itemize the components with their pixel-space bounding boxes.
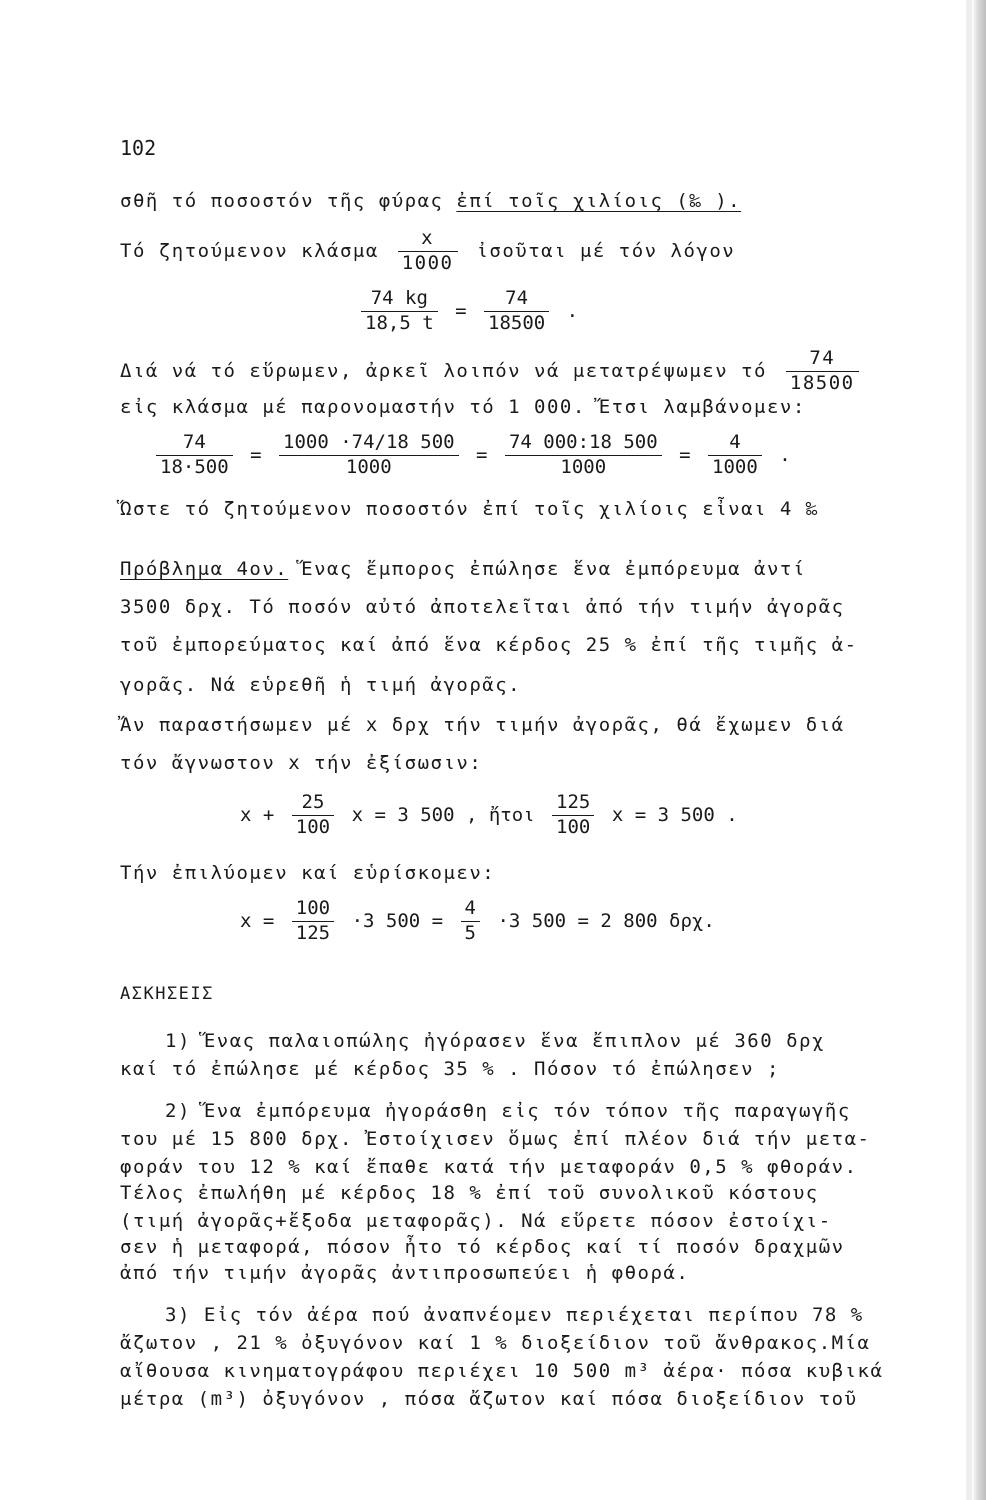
text-fragment: Διά νά τό εὕρωμεν, ἀρκεῖ λοιπόν νά μετατρέψωμεν τό: [120, 359, 767, 382]
text-line: καί τό ἐπώλησε μέ κέρδος 35 % . Πόσον τό ἐπώλησεν ;: [120, 1058, 780, 1080]
page-number: 102: [120, 136, 157, 160]
fraction: [398, 228, 458, 275]
numerator: x: [398, 228, 458, 252]
equals-sign: =: [250, 443, 262, 466]
numerator: 4: [708, 432, 762, 456]
denominator: 1000: [712, 455, 758, 478]
text-line: Τέλος ἐπωλήθη μέ κέρδος 18 % ἐπί τοῦ συνολικοῦ κόστους: [120, 1182, 819, 1204]
text-fragment: ·3 500 =: [351, 909, 444, 932]
equals-sign: =: [476, 443, 488, 466]
numerator: 74: [484, 288, 549, 312]
equals-sign: =: [679, 443, 691, 466]
period: .: [779, 443, 791, 466]
fraction: [461, 898, 480, 945]
text-line: [120, 348, 865, 395]
denominator: 18500: [488, 311, 546, 334]
numerator: 74: [786, 348, 859, 372]
text-line: 3) Εἰς τόν ἀέρα πού ἀναπνέομεν περιέχεται περίπου 78 %: [165, 1304, 864, 1326]
numerator: 100: [292, 898, 334, 922]
problem-title: Πρόβλημα 4ον.: [120, 558, 289, 580]
equation: [150, 432, 791, 479]
fraction: [156, 432, 233, 479]
fraction: [552, 792, 594, 839]
text-line: Ὥστε τό ζητούμενον ποσοστόν ἐπί τοῖς χιλίοις εἶναι 4 ‰: [120, 498, 819, 520]
text-line: Ἄν παραστήσωμεν μέ x δρχ τήν τιμήν ἀγορᾶς, θά ἔχωμεν διά: [120, 714, 845, 736]
text-line: Τήν ἐπιλύομεν καί εὑρίσκομεν:: [120, 862, 496, 884]
text-fragment: Ἕνας ἔμπορος ἐπώλησε ἕνα ἐμπόρευμα ἀντί: [288, 558, 806, 580]
text-line: 3500 δρχ. Τό ποσόν αὐτό ἀποτελεῖται ἀπό τήν τιμήν ἀγορᾶς: [120, 596, 845, 618]
page-edge-shadow: [972, 0, 986, 1500]
text-line: φοράν του 12 % καί ἔπαθε κατά τήν μεταφοράν 0,5 % φθοράν.: [120, 1156, 858, 1178]
text-fragment: x =: [240, 909, 275, 932]
text-fragment: ἰσοῦται μέ τόν λόγον: [476, 239, 736, 262]
numerator: 1000 ·74/18 500: [279, 432, 459, 456]
numerator: 74: [156, 432, 233, 456]
numerator: 4: [461, 898, 480, 922]
equation: [240, 898, 715, 945]
denominator: 5: [464, 921, 476, 944]
fraction: [786, 348, 859, 395]
denominator: 1000: [401, 251, 454, 274]
section-heading: ΑΣΚΗΣΕΙΣ: [120, 984, 214, 1004]
text-line: [120, 190, 741, 212]
denominator: 18500: [789, 371, 855, 394]
denominator: 125: [295, 921, 331, 944]
equation: [355, 288, 578, 335]
fraction: [484, 288, 549, 335]
fraction: [505, 432, 662, 479]
equals-sign: =: [455, 299, 467, 322]
underlined-phrase: ἐπί τοῖς χιλίοις (‰ ).: [456, 190, 742, 212]
text-line: [120, 228, 735, 275]
text-line: τόν ἄγνωστον x τήν ἐξίσωσιν:: [120, 752, 483, 774]
denominator: 100: [556, 815, 591, 838]
numerator: 74 kg: [361, 288, 438, 312]
text-line: εἰς κλάσμα μέ παρονομαστήν τό 1 000. Ἔτσι λαμβάνομεν:: [120, 396, 806, 418]
text-fragment: Τό ζητούμενον κλάσμα: [120, 239, 379, 262]
text-fragment: ·3 500 = 2 800 δρχ.: [497, 909, 715, 932]
denominator: 18·500: [160, 455, 229, 478]
denominator: 18,5 t: [365, 311, 434, 334]
text-line: του μέ 15 800 δρχ. Ἐστοίχισεν ὅμως ἐπί πλέον διά τήν μετα-: [120, 1128, 871, 1150]
text-line: αἴθουσα κινηματογράφου περιέχει 10 500 m³ ἀέρα· πόσα κυβικά: [120, 1360, 884, 1382]
numerator: 125: [552, 792, 594, 816]
text-line: 1) Ἕνας παλαιοπώλης ἠγόρασεν ἕνα ἔπιπλον μέ 360 δρχ: [165, 1030, 825, 1052]
text-line: σεν ἡ μεταφορά, πόσον ἦτο τό κέρδος καί τί ποσόν δραχμῶν: [120, 1236, 845, 1258]
text-line: ἀπό τήν τιμήν ἀγορᾶς ἀντιπροσωπεύει ἡ φθορά.: [120, 1262, 690, 1284]
text-line: γορᾶς. Νά εὑρεθῆ ἡ τιμή ἀγορᾶς.: [120, 674, 522, 696]
fraction: [279, 432, 459, 479]
text-line: μέτρα (m³) ὀξυγόνον , πόσα ἄζωτον καί πόσα διοξείδιον τοῦ: [120, 1388, 858, 1410]
text-line: 2) Ἕνα ἐμπόρευμα ἠγοράσθη εἰς τόν τόπον τῆς παραγωγῆς: [165, 1100, 851, 1122]
text-fragment: σθῆ τό ποσοστόν τῆς φύρας: [120, 190, 457, 212]
fraction: [292, 792, 334, 839]
text-fragment: x = 3 500 .: [611, 803, 738, 826]
numerator: 74 000:18 500: [505, 432, 662, 456]
text-line: τοῦ ἐμπορεύματος καί ἀπό ἕνα κέρδος 25 % ἐπί τῆς τιμῆς ἀ-: [120, 634, 858, 656]
text-fragment: x +: [240, 803, 275, 826]
numerator: 25: [292, 792, 334, 816]
denominator: 1000: [560, 455, 607, 478]
text-line: ἄζωτον , 21 % ὀξυγόνον καί 1 % διοξείδιον τοῦ ἄνθρακος.Μία: [120, 1332, 871, 1354]
fraction: [361, 288, 438, 335]
text-line: (τιμή ἀγορᾶς+ἔξοδα μεταφορᾶς). Νά εὕρετε πόσον ἐστοίχι-: [120, 1210, 832, 1232]
period: .: [566, 299, 579, 322]
fraction: [708, 432, 762, 479]
denominator: 100: [295, 815, 331, 838]
text-line: [120, 558, 806, 580]
fraction: [292, 898, 334, 945]
denominator: 1000: [345, 455, 392, 478]
text-fragment: x = 3 500 , ἤτοι: [351, 803, 535, 826]
equation: [240, 792, 738, 839]
